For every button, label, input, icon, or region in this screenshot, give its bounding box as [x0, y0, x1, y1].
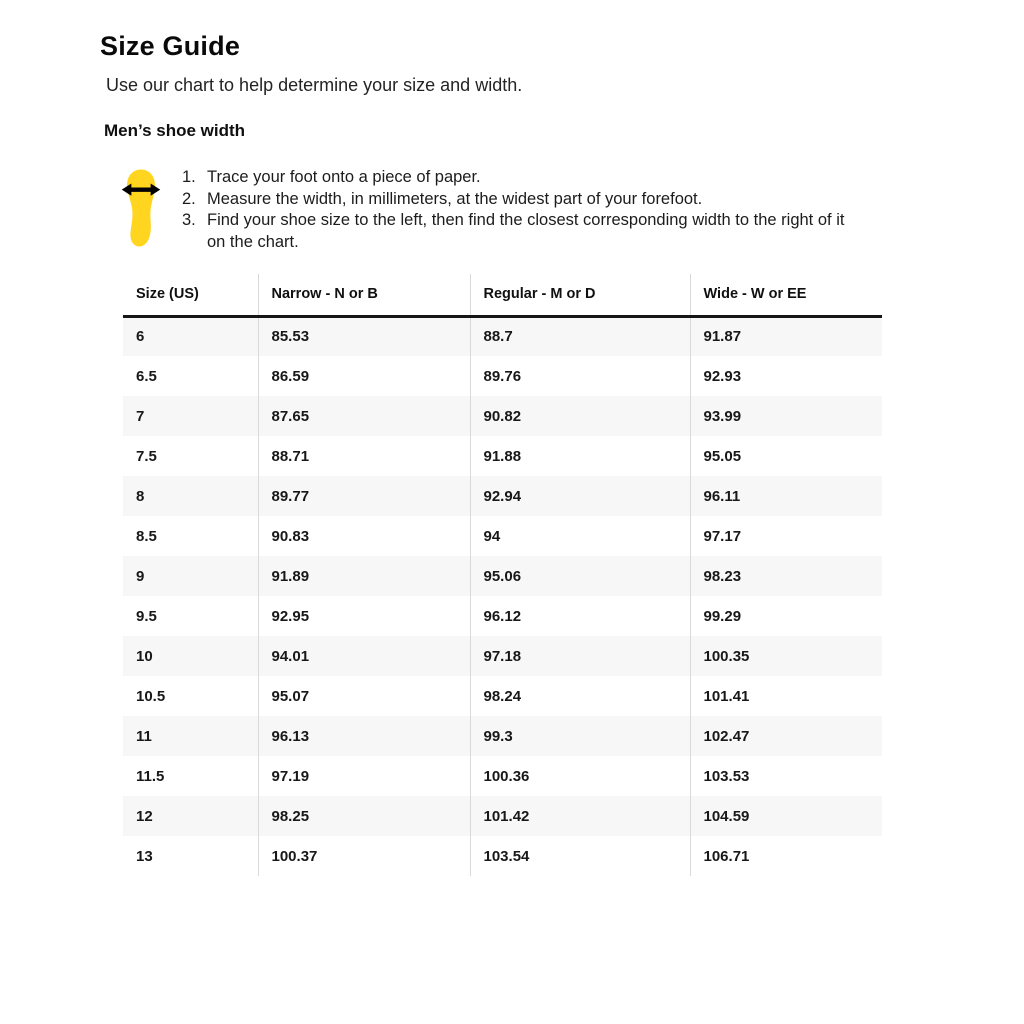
wide-width-cell: 93.99 [690, 396, 882, 436]
measuring-instructions [120, 164, 1024, 255]
size-cell: 9.5 [136, 607, 157, 625]
wide-width-cell: 100.35 [690, 636, 882, 676]
narrow-width-cell: 100.37 [258, 836, 470, 876]
wide-width-cell: 96.11 [690, 476, 882, 516]
size-cell: 11.5 [136, 767, 165, 785]
regular-width-cell: 90.82 [470, 396, 690, 436]
size-cell: 10 [136, 647, 153, 665]
narrow-width-cell: 94.01 [258, 636, 470, 676]
instruction-step [182, 167, 858, 189]
size-cell: 7.5 [136, 447, 157, 465]
wide-width-cell: 91.87 [690, 316, 882, 356]
size-cell: 7 [136, 407, 145, 425]
table-row [123, 356, 882, 396]
regular-width-cell: 92.94 [470, 476, 690, 516]
table-row [123, 836, 882, 876]
regular-width-cell: 98.24 [470, 676, 690, 716]
instruction-step [182, 210, 858, 253]
narrow-width-cell: 97.19 [258, 756, 470, 796]
step-number: 2. [182, 189, 196, 208]
table-row [123, 316, 882, 356]
narrow-width-cell: 98.25 [258, 796, 470, 836]
column-header-size-us: Size (US) [123, 274, 258, 316]
step-text: Trace your foot onto a piece of paper. [207, 168, 481, 186]
narrow-width-cell: 91.89 [258, 556, 470, 596]
table-header-row [123, 274, 882, 316]
wide-width-cell: 99.29 [690, 596, 882, 636]
regular-width-cell: 100.36 [470, 756, 690, 796]
table-row [123, 396, 882, 436]
step-text: Find your shoe size to the left, then find the closest corresponding width to the right of it on the chart. [207, 211, 845, 251]
regular-width-cell: 88.7 [470, 316, 690, 356]
table-row [123, 516, 882, 556]
regular-width-cell: 94 [470, 516, 690, 556]
step-number: 1. [182, 168, 196, 186]
table-row [123, 716, 882, 756]
regular-width-cell: 103.54 [470, 836, 690, 876]
wide-width-cell: 103.53 [690, 756, 882, 796]
narrow-width-cell: 89.77 [258, 476, 470, 516]
narrow-width-cell: 92.95 [258, 596, 470, 636]
wide-width-cell: 106.71 [690, 836, 882, 876]
narrow-width-cell: 87.65 [258, 396, 470, 436]
size-width-table [123, 274, 882, 876]
table-row [123, 596, 882, 636]
size-cell: 11 [136, 727, 152, 745]
regular-width-cell: 99.3 [470, 716, 690, 756]
narrow-width-cell: 95.07 [258, 676, 470, 716]
table-body [123, 316, 882, 876]
regular-width-cell: 96.12 [470, 596, 690, 636]
step-text: Measure the width, in millimeters, at the widest part of your forefoot. [207, 189, 703, 208]
regular-width-cell: 101.42 [470, 796, 690, 836]
size-cell: 6.5 [136, 367, 157, 385]
narrow-width-cell: 90.83 [258, 516, 470, 556]
column-header-wide: Wide - W or EE [690, 274, 882, 316]
wide-width-cell: 98.23 [690, 556, 882, 596]
wide-width-cell: 92.93 [690, 356, 882, 396]
wide-width-cell: 101.41 [690, 676, 882, 716]
regular-width-cell: 97.18 [470, 636, 690, 676]
narrow-width-cell: 96.13 [258, 716, 470, 756]
wide-width-cell: 97.17 [690, 516, 882, 556]
wide-width-cell: 104.59 [690, 796, 882, 836]
page-title: Size Guide [100, 31, 241, 61]
narrow-width-cell: 86.59 [258, 356, 470, 396]
regular-width-cell: 95.06 [470, 556, 690, 596]
step-number: 3. [182, 211, 196, 229]
table-row [123, 796, 882, 836]
page-subtitle: Use our chart to help determine your size and width. [106, 75, 523, 95]
column-header-regular: Regular - M or D [470, 274, 690, 316]
regular-width-cell: 91.88 [470, 436, 690, 476]
size-cell: 10.5 [136, 687, 166, 705]
size-cell: 8.5 [136, 527, 157, 545]
size-cell: 13 [136, 847, 153, 865]
table-row [123, 756, 882, 796]
instruction-step [182, 189, 858, 211]
narrow-width-cell: 85.53 [258, 316, 470, 356]
regular-width-cell: 89.76 [470, 356, 690, 396]
section-title-mens-shoe-width: Men’s shoe width [104, 121, 246, 140]
column-header-narrow: Narrow - N or B [258, 274, 470, 316]
table-row [123, 436, 882, 476]
size-cell: 9 [136, 567, 145, 585]
table-row [123, 476, 882, 516]
narrow-width-cell: 88.71 [258, 436, 470, 476]
wide-width-cell: 95.05 [690, 436, 882, 476]
size-cell: 12 [136, 807, 153, 825]
table-row [123, 676, 882, 716]
foot-insole-icon [120, 166, 162, 250]
size-cell: 6 [136, 328, 145, 346]
foot-width-icon [120, 166, 162, 255]
table-row [123, 636, 882, 676]
table-row [123, 556, 882, 596]
wide-width-cell: 102.47 [690, 716, 882, 756]
size-cell: 8 [136, 487, 145, 505]
instruction-list [182, 167, 858, 253]
